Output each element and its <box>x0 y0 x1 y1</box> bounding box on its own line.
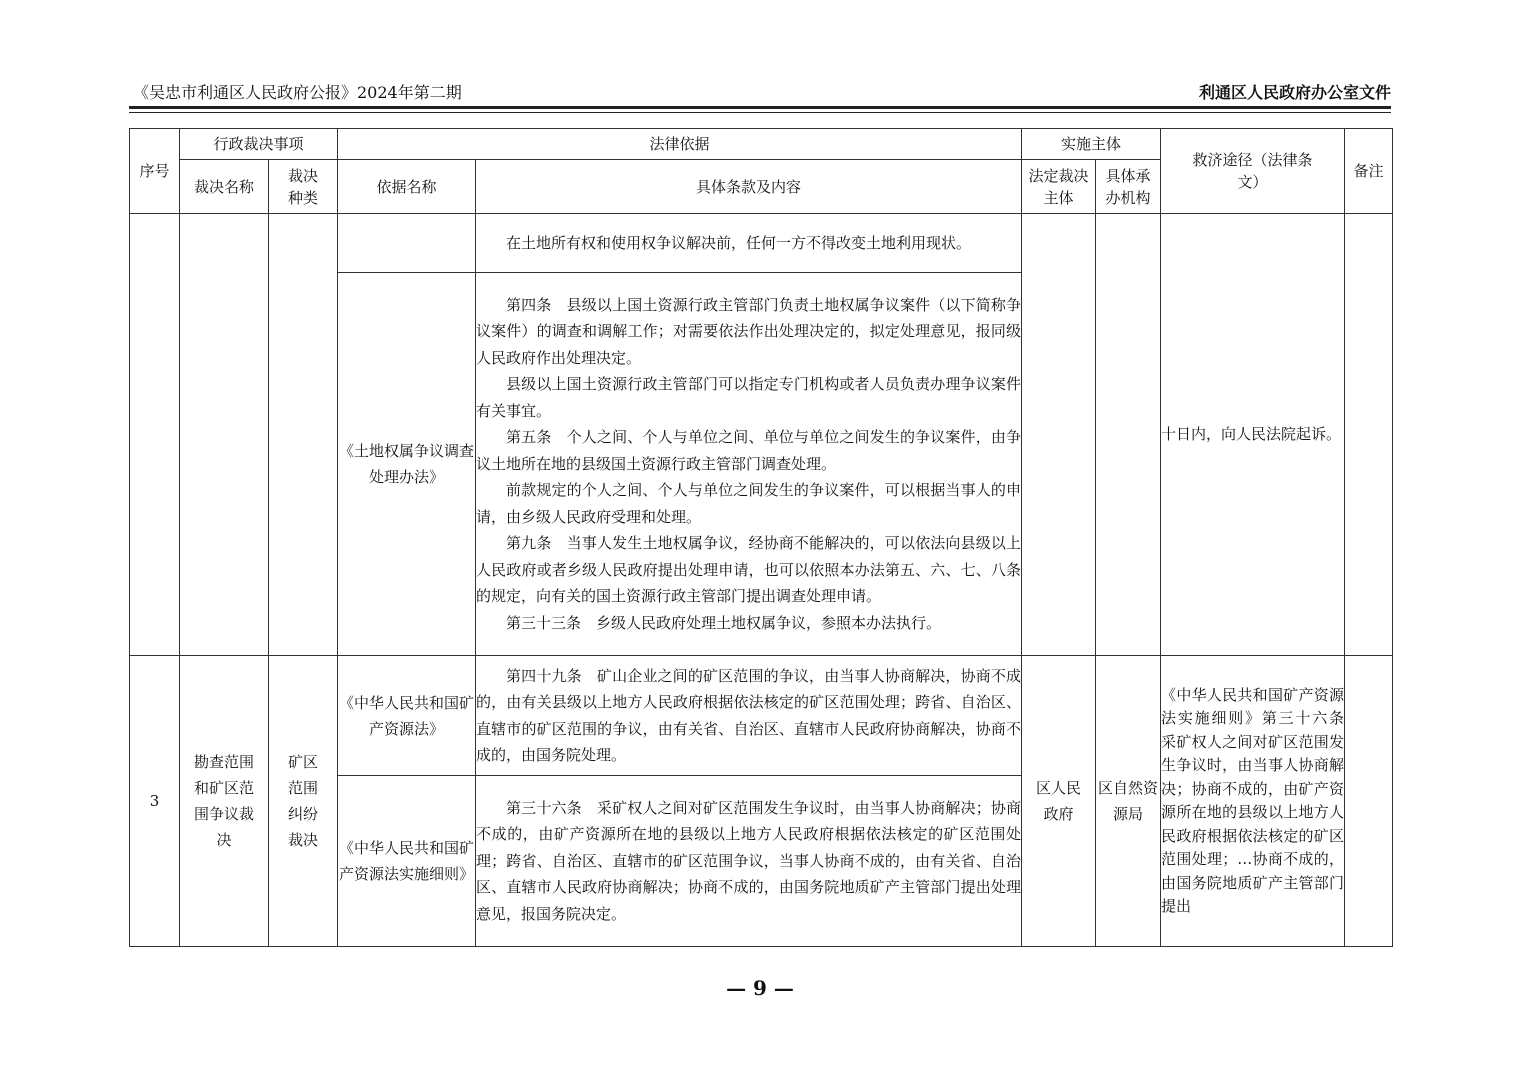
col-header-subject: 实施主体 <box>1022 129 1161 160</box>
col-header-item: 行政裁决事项 <box>180 129 338 160</box>
item-type-cell: 矿区范围纠纷裁决 <box>269 656 338 947</box>
item-name-cell: 勘查范围和矿区范围争议裁决 <box>180 656 269 947</box>
col-header-seq: 序号 <box>130 129 180 214</box>
basis-content-cell <box>476 214 1022 273</box>
col-header-subject-office: 具体承办机构 <box>1096 160 1161 214</box>
remedy-cell: 十日内，向人民法院起诉。 <box>1161 214 1345 656</box>
col-header-subject-legal: 法定裁决主体 <box>1022 160 1096 214</box>
col-header-item-type: 裁决种类 <box>269 160 338 214</box>
law-paragraph: 前款规定的个人之间、个人与单位之间发生的争议案件，可以根据当事人的申请，由乡级人民政府受理和处理。 <box>476 481 1022 526</box>
item-name-cell <box>180 214 269 656</box>
subject-legal-cell: 区人民政府 <box>1022 656 1096 947</box>
basis-content-cell <box>476 776 1022 947</box>
law-paragraph: 第四条 县级以上国土资源行政主管部门负责土地权属争议案件（以下简称争议案件）的调查和调解工作；对需要依法作出处理决定的，拟定处理意见，报同级人民政府作出处理决定。 <box>476 295 1022 367</box>
law-paragraph: 第九条 当事人发生土地权属争议，经协商不能解决的，可以依法向县级以上人民政府或者乡级人民政府提出处理申请，也可以依照本办法第五、六、七、八条的规定，向有关的国土资源行政主管部门提出调查处理申请。 <box>476 534 1022 606</box>
law-paragraph: 县级以上国土资源行政主管部门可以指定专门机构或者人员负责办理争议案件有关事宜。 <box>476 375 1022 420</box>
law-paragraph: 在土地所有权和使用权争议解决前，任何一方不得改变土地利用现状。 <box>506 233 972 252</box>
remedy-cell: 《中华人民共和国矿产资源法实施细则》第三十六条 采矿权人之间对矿区范围发生争议时，由当事人协商解决；协商不成的，由矿产资源所在地的县级以上地方人民政府根据依法核定的矿区范围处理；…协商不成的，由国务院地质矿产主管部门提出 <box>1161 656 1345 947</box>
law-paragraph: 第五条 个人之间、个人与单位之间、单位与单位之间发生的争议案件，由争议土地所在地的县级国土资源行政主管部门调查处理。 <box>476 428 1022 473</box>
adjudication-table <box>129 128 1393 947</box>
col-header-remedy: 救济途径（法律条文） <box>1161 129 1345 214</box>
subject-office-cell <box>1096 214 1161 656</box>
table-row <box>130 214 1393 273</box>
document-header-right: 利通区人民政府办公室文件 <box>1198 83 1391 102</box>
col-header-basis: 法律依据 <box>338 129 1022 160</box>
basis-name-cell: 《中华人民共和国矿产资源法》 <box>338 656 476 776</box>
page-number: — 9 — <box>726 976 794 1000</box>
header-row-1 <box>130 129 1393 160</box>
header-rule-thin <box>129 112 1391 113</box>
note-cell <box>1345 214 1393 656</box>
header-rule-thick <box>129 106 1391 109</box>
law-paragraph: 第四十九条 矿山企业之间的矿区范围的争议，由当事人协商解决，协商不成的，由有关县级以上地方人民政府根据依法核定的矿区范围处理；跨省、自治区、直辖市的矿区范围的争议，由有关省、自治区、直辖市人民政府协商解决，协商不成的，由国务院处理。 <box>476 666 1022 764</box>
seq-cell <box>130 214 180 656</box>
basis-name-cell: 《中华人民共和国矿产资源法实施细则》 <box>338 776 476 947</box>
note-cell <box>1345 656 1393 947</box>
document-header-left: 《吴忠市利通区人民政府公报》2024年第二期 <box>133 83 462 102</box>
basis-content-cell <box>476 656 1022 776</box>
subject-legal-cell <box>1022 214 1096 656</box>
law-paragraph: 第三十三条 乡级人民政府处理土地权属争议，参照本办法执行。 <box>506 613 942 632</box>
col-header-note: 备注 <box>1345 129 1393 214</box>
law-paragraph: 第三十六条 采矿权人之间对矿区范围发生争议时，由当事人协商解决；协商不成的，由矿产资源所在地的县级以上地方人民政府根据依法核定的矿区范围处理；跨省、自治区、直辖市的矿区范围争议，当事人协商不成的，由有关省、自治区、直辖市人民政府协商解决；协商不成的，由国务院地质矿产主管部门提出处理意见，报国务院决定。 <box>476 798 1022 923</box>
subject-office-cell: 区自然资源局 <box>1096 656 1161 947</box>
item-type-cell <box>269 214 338 656</box>
table-row <box>130 656 1393 776</box>
basis-name-cell: 《土地权属争议调查处理办法》 <box>338 273 476 656</box>
col-header-basis-content: 具体条款及内容 <box>476 160 1022 214</box>
basis-content-cell <box>476 273 1022 656</box>
col-header-basis-name: 依据名称 <box>338 160 476 214</box>
basis-name-cell <box>338 214 476 273</box>
col-header-item-name: 裁决名称 <box>180 160 269 214</box>
seq-cell: 3 <box>130 656 180 947</box>
